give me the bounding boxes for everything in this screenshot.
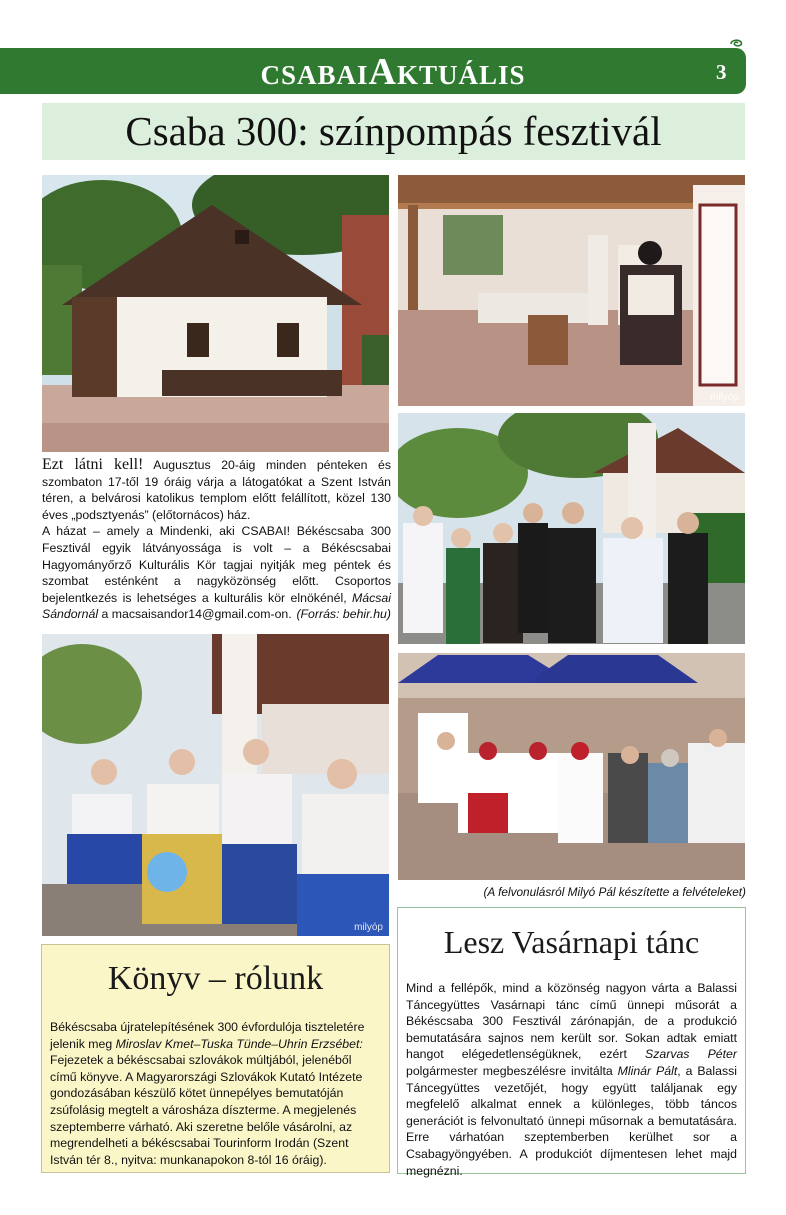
intro-lead: Ezt látni kell! bbox=[42, 456, 144, 473]
page-number: 3 bbox=[716, 60, 727, 84]
article-title-box bbox=[42, 103, 745, 160]
photo-folk-group bbox=[398, 413, 745, 644]
book-authors: Miroslav Kmet–Tuska Tünde–Uhrin Erzsébet: bbox=[115, 1036, 363, 1051]
photo-dancers-costumes bbox=[42, 634, 389, 936]
photo-exhibition-interior bbox=[398, 175, 745, 406]
book-text bbox=[50, 1019, 381, 1168]
dance-name-leader: Mlinár Pált bbox=[617, 1063, 678, 1078]
intro-paragraph bbox=[42, 457, 391, 623]
book-text-2: Fejezetek a békéscsabai szlovákok múltjából, jelenéből című könyve. A Magyarországi Szlovákok Kutató Intézete gondozásában készülő kötet ünnepélyes bemutatóján zsúfolásig megtelt a városháza díszterme. A megjelenés szeptemberre várható. Aki szeretne belőle vásárolni, az megrendelheti a békéscsabai Tourinform Irodán (Szent István tér 8., nyitva: munkanapokon 8-tól 16 óráig). bbox=[50, 1053, 363, 1167]
photo-wooden-house bbox=[42, 175, 389, 452]
dance-name-mayor: Szarvas Péter bbox=[645, 1047, 737, 1062]
photo-watermark: milyóp bbox=[710, 392, 739, 403]
book-text-1: Békéscsaba újratelepítésének 300 évfordulója tiszteletére jelenik meg bbox=[50, 1020, 365, 1051]
dance-article-box bbox=[397, 907, 746, 1178]
photo-audience-tent bbox=[398, 653, 745, 880]
intro-text-1: Augusztus 20-áig minden pénteken és szombaton 17-től 19 óráig várja a látogatókat a Szent István téren, a belvárosi katolikus templom előtt felállított, közel 130 éves „podsztyenás” (előtornácos) ház. bbox=[42, 458, 391, 522]
intro-text-2a: A házat – amely a Mindenki, aki CSABAI! Békéscsaba 300 Fesztivál egyik látványossága is volt – a Békéscsabai Hagyományőrző Kulturális Kör tagjai nyitják meg péntek és szombat esténként a nagyközönség előtt. Csoportos bejelentkezés is lehetséges a kulturális kör elnökénél, bbox=[42, 524, 391, 605]
dance-title: Lesz Vasárnapi tánc bbox=[443, 924, 700, 960]
book-article-box bbox=[41, 944, 390, 1173]
article-title: Csaba 300: színpompás fesztivál bbox=[125, 108, 662, 154]
photo-caption: (A felvonulásról Milyó Pál készítette a felvételeket) bbox=[483, 885, 746, 899]
dance-text-3: , a Balassi Táncegyüttes vezetőjét, hogy együtt találjanak egy megfelelő alkalmat ennek a különleges, több táncos generációt is felvonultató ünnepi műsornak a bemutatására. Erre várhatóan szeptemberben kerülhet sor a Csabagyöngyében. A produkciót díjmentesen lehet majd megnézni. bbox=[406, 1063, 737, 1178]
photo-watermark: milyóp bbox=[354, 922, 383, 933]
magazine-logo: CSABAIAKTUÁLIS bbox=[260, 51, 526, 93]
intro-source: (Forrás: behir.hu) bbox=[296, 607, 391, 622]
intro-contact-name: Mácsai Sándornál bbox=[42, 590, 391, 622]
dance-text bbox=[406, 980, 737, 1179]
dance-text-2: polgármester megbeszélésre invitálta bbox=[406, 1063, 618, 1078]
book-title: Könyv – rólunk bbox=[107, 960, 324, 997]
dance-text-1: Mind a fellépők, mind a közönség nagyon várta a Balassi Táncegyüttes Vasárnapi tánc című ünnepi műsorát a Békéscsaba 300 Fesztivál zárónapján, de a produkció bemutatására sajnos nem került sor. Sokan adtak emiatt hangot elégedetlenségüknek, ezért bbox=[406, 981, 737, 1062]
intro-text-2b: a macsaisandor14@gmail.com-on. bbox=[98, 607, 292, 622]
